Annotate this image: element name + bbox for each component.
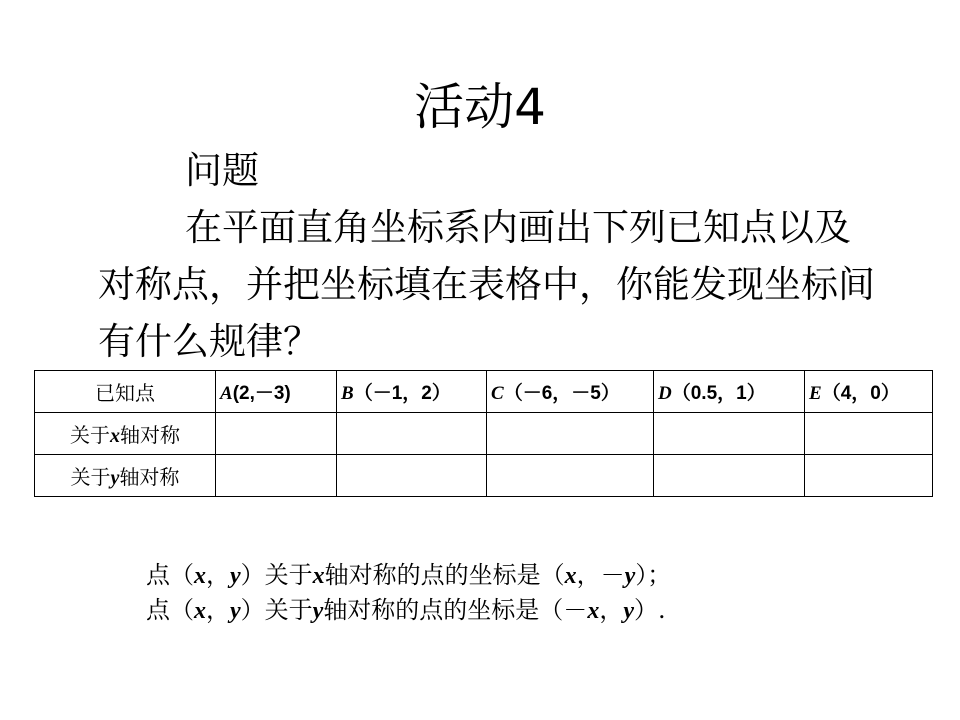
header-known-points: 已知点	[35, 371, 216, 413]
rule-y-axis: 点（x，y）关于y轴对称的点的坐标是（－x，y）.	[146, 596, 666, 624]
symmetry-rules	[146, 558, 906, 628]
point-d: D（0.5，1）	[654, 371, 805, 413]
slide-title: 活动4	[414, 78, 546, 136]
table-cell[interactable]	[216, 413, 337, 455]
table-cell[interactable]	[654, 413, 805, 455]
table-cell[interactable]	[805, 413, 933, 455]
point-c: C（－6，－5）	[487, 371, 654, 413]
table-cell[interactable]	[654, 455, 805, 497]
table-cell[interactable]	[805, 455, 933, 497]
table-cell[interactable]	[216, 455, 337, 497]
table-cell[interactable]	[337, 455, 487, 497]
coordinates-table	[34, 370, 933, 497]
question-heading: 问题	[185, 149, 259, 192]
row-label-x-axis: 关于x轴对称	[35, 413, 216, 455]
table-cell[interactable]	[337, 413, 487, 455]
point-e: E（4，0）	[805, 371, 933, 413]
point-b: B（－1，2）	[337, 371, 487, 413]
point-a: A(2,－3)	[216, 371, 337, 413]
question-body: 在平面直角坐标系内画出下列已知点以及对称点，并把坐标填在表格中，你能发现坐标间有什么规律？	[98, 206, 875, 363]
table-header-row	[35, 371, 933, 413]
table-cell[interactable]	[487, 413, 654, 455]
question-block	[98, 142, 878, 370]
rule-x-axis: 点（x，y）关于x轴对称的点的坐标是（x，－y）；	[146, 561, 672, 589]
row-label-y-axis: 关于y轴对称	[35, 455, 216, 497]
table-row	[35, 413, 933, 455]
table-row	[35, 455, 933, 497]
table-cell[interactable]	[487, 455, 654, 497]
